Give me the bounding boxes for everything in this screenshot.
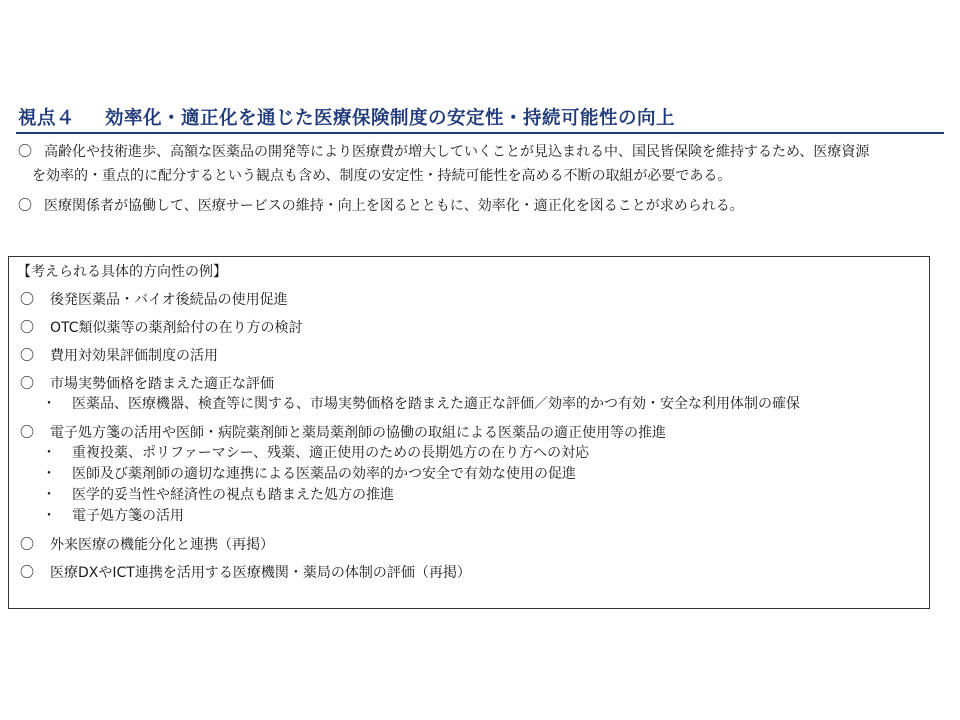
intro-paragraphs xyxy=(18,140,953,224)
intro-paragraph-line: 高齢化や技術進歩、高額な医薬品の開発等により医療費が増大していくことが見込まれる中、国民皆保険を維持するため、医療資源 xyxy=(44,144,870,160)
list-item-label: 費用対効果評価制度の活用 xyxy=(50,348,218,364)
intro-paragraph-line: を効率的・重点的に配分するという観点も含め、制度の安定性・持続可能性を高める不断の取組が必要である。 xyxy=(32,168,732,184)
sub-item xyxy=(42,485,919,506)
intro-paragraph xyxy=(18,194,953,218)
bullet-dot-icon: ・ xyxy=(42,508,56,524)
bullet-dot-icon: ・ xyxy=(42,487,56,503)
circle-marker-icon: 〇 xyxy=(18,144,32,160)
list-item xyxy=(20,423,919,527)
viewpoint-title: 効率化・適正化を通じた医療保険制度の安定性・持続可能性の向上 xyxy=(105,108,676,129)
circle-marker-icon: 〇 xyxy=(20,376,34,392)
circle-marker-icon: 〇 xyxy=(18,198,32,214)
list-item xyxy=(20,374,919,415)
list-item-label: 外来医療の機能分化と連携（再掲） xyxy=(50,537,274,553)
section-heading xyxy=(16,104,944,134)
intro-paragraph xyxy=(18,140,953,188)
sub-item-label: 医学的妥当性や経済性の視点も踏まえた処方の推進 xyxy=(72,487,394,503)
circle-marker-icon: 〇 xyxy=(20,348,34,364)
sub-item xyxy=(42,394,919,415)
list-item xyxy=(20,346,919,366)
list-item xyxy=(20,535,919,555)
directions-list xyxy=(20,290,919,591)
sub-item xyxy=(42,464,919,485)
list-item-label: 電子処方箋の活用や医師・病院薬剤師と薬局薬剤師の協働の取組による医薬品の適正使用等の推進 xyxy=(50,425,666,441)
bullet-dot-icon: ・ xyxy=(42,396,56,412)
list-item xyxy=(20,563,919,583)
bullet-dot-icon: ・ xyxy=(42,445,56,461)
sub-item-label: 医師及び薬剤師の適切な連携による医薬品の効率的かつ安全で有効な使用の促進 xyxy=(72,466,576,482)
list-item xyxy=(20,318,919,338)
circle-marker-icon: 〇 xyxy=(20,292,34,308)
sub-item xyxy=(42,506,919,527)
intro-paragraph-line: 医療関係者が協働して、医療サービスの維持・向上を図るとともに、効率化・適正化を図ることが求められる。 xyxy=(44,198,744,214)
sub-item-label: 医薬品、医療機器、検査等に関する、市場実勢価格を踏まえた適正な評価／効率的かつ有効・安全な利用体制の確保 xyxy=(72,396,800,412)
sub-item xyxy=(42,443,919,464)
sub-item-label: 重複投薬、ポリファーマシー、残薬、適正使用のための長期処方の在り方への対応 xyxy=(72,445,590,461)
list-item-label: 後発医薬品・バイオ後続品の使用促進 xyxy=(50,292,288,308)
viewpoint-label: 視点４ xyxy=(18,108,76,129)
circle-marker-icon: 〇 xyxy=(20,425,34,441)
list-item-label: OTC類似薬等の薬剤給付の在り方の検討 xyxy=(50,320,303,336)
circle-marker-icon: 〇 xyxy=(20,537,34,553)
bullet-dot-icon: ・ xyxy=(42,466,56,482)
circle-marker-icon: 〇 xyxy=(20,565,34,581)
list-item-label: 医療DXやICT連携を活用する医療機関・薬局の体制の評価（再掲） xyxy=(50,565,471,581)
box-title: 【考えられる具体的方向性の例】 xyxy=(17,264,227,280)
sub-item-label: 電子処方箋の活用 xyxy=(72,508,184,524)
list-item-label: 市場実勢価格を踏まえた適正な評価 xyxy=(50,376,274,392)
directions-box xyxy=(8,256,930,609)
circle-marker-icon: 〇 xyxy=(20,320,34,336)
list-item xyxy=(20,290,919,310)
